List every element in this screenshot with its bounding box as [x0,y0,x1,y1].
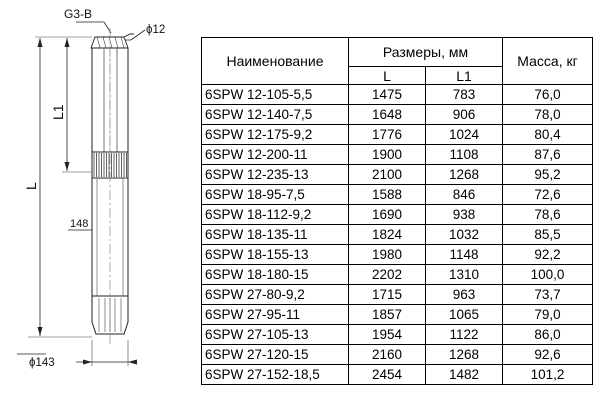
table-row [202,105,593,125]
model-name: 6SPW 27-95-11 [202,305,349,325]
table-row [202,285,593,305]
header-mass: Масса, кг [503,38,593,85]
value-L1: 1148 [426,245,503,265]
pump-drawing [0,0,200,408]
value-L: 1776 [349,125,426,145]
value-mass: 76,0 [503,85,593,105]
value-L: 1900 [349,145,426,165]
model-name: 6SPW 12-105-5,5 [202,85,349,105]
value-L1: 1310 [426,265,503,285]
value-L1: 1482 [426,365,503,385]
model-name: 6SPW 18-155-13 [202,245,349,265]
value-mass: 78,6 [503,205,593,225]
body-diameter-label: ϕ143 [29,357,55,369]
model-name: 6SPW 18-180-15 [202,265,349,285]
value-mass: 86,0 [503,325,593,345]
header-L: L [349,67,426,85]
model-name: 6SPW 18-95-7,5 [202,185,349,205]
value-L: 2160 [349,345,426,365]
value-L1: 1122 [426,325,503,345]
value-mass: 101,2 [503,365,593,385]
value-L: 2100 [349,165,426,185]
value-L: 1857 [349,305,426,325]
model-name: 6SPW 27-80-9,2 [202,285,349,305]
model-name: 6SPW 12-200-11 [202,145,349,165]
model-name: 6SPW 27-105-13 [202,325,349,345]
value-L: 2202 [349,265,426,285]
model-name: 6SPW 27-152-18,5 [202,365,349,385]
value-L1: 1024 [426,125,503,145]
value-mass: 92,6 [503,345,593,365]
value-L: 1475 [349,85,426,105]
value-mass: 87,6 [503,145,593,165]
value-L1: 963 [426,285,503,305]
cable-diameter-label: ϕ12 [146,24,166,36]
value-mass: 72,6 [503,185,593,205]
table-row [202,225,593,245]
dimension-148-label: 148 [70,218,89,230]
value-mass: 92,2 [503,245,593,265]
value-L: 1954 [349,325,426,345]
model-name: 6SPW 12-140-7,5 [202,105,349,125]
thread-label: G3-B [64,7,93,21]
value-L: 1715 [349,285,426,305]
value-L1: 1268 [426,165,503,185]
value-L: 1648 [349,105,426,125]
model-name: 6SPW 18-135-11 [202,225,349,245]
table-row [202,205,593,225]
specifications-table [201,37,593,385]
value-L1: 1268 [426,345,503,365]
table-row [202,185,593,205]
table-row [202,325,593,345]
table-row [202,265,593,285]
value-L: 1588 [349,185,426,205]
value-mass: 79,0 [503,305,593,325]
value-L1: 1108 [426,145,503,165]
header-name: Наименование [202,38,349,85]
value-L1: 1032 [426,225,503,245]
table-row [202,145,593,165]
value-L: 1980 [349,245,426,265]
value-mass: 73,7 [503,285,593,305]
value-mass: 100,0 [503,265,593,285]
table-row [202,245,593,265]
table-row [202,85,593,105]
table-row [202,305,593,325]
model-name: 6SPW 27-120-15 [202,345,349,365]
value-L1: 846 [426,185,503,205]
value-L1: 938 [426,205,503,225]
header-L1: L1 [426,67,503,85]
value-L1: 1065 [426,305,503,325]
value-L: 1824 [349,225,426,245]
value-mass: 85,5 [503,225,593,245]
value-mass: 95,2 [503,165,593,185]
model-name: 6SPW 12-235-13 [202,165,349,185]
dimension-L1-label: L1 [50,104,66,120]
table-row [202,365,593,385]
header-dimensions: Размеры, мм [349,38,503,67]
value-mass: 78,0 [503,105,593,125]
table-row [202,345,593,365]
table-row [202,165,593,185]
value-L1: 906 [426,105,503,125]
model-name: 6SPW 12-175-9,2 [202,125,349,145]
value-L: 2454 [349,365,426,385]
value-mass: 80,4 [503,125,593,145]
table-row [202,125,593,145]
dimension-L-label: L [23,182,39,190]
value-L1: 783 [426,85,503,105]
value-L: 1690 [349,205,426,225]
model-name: 6SPW 18-112-9,2 [202,205,349,225]
